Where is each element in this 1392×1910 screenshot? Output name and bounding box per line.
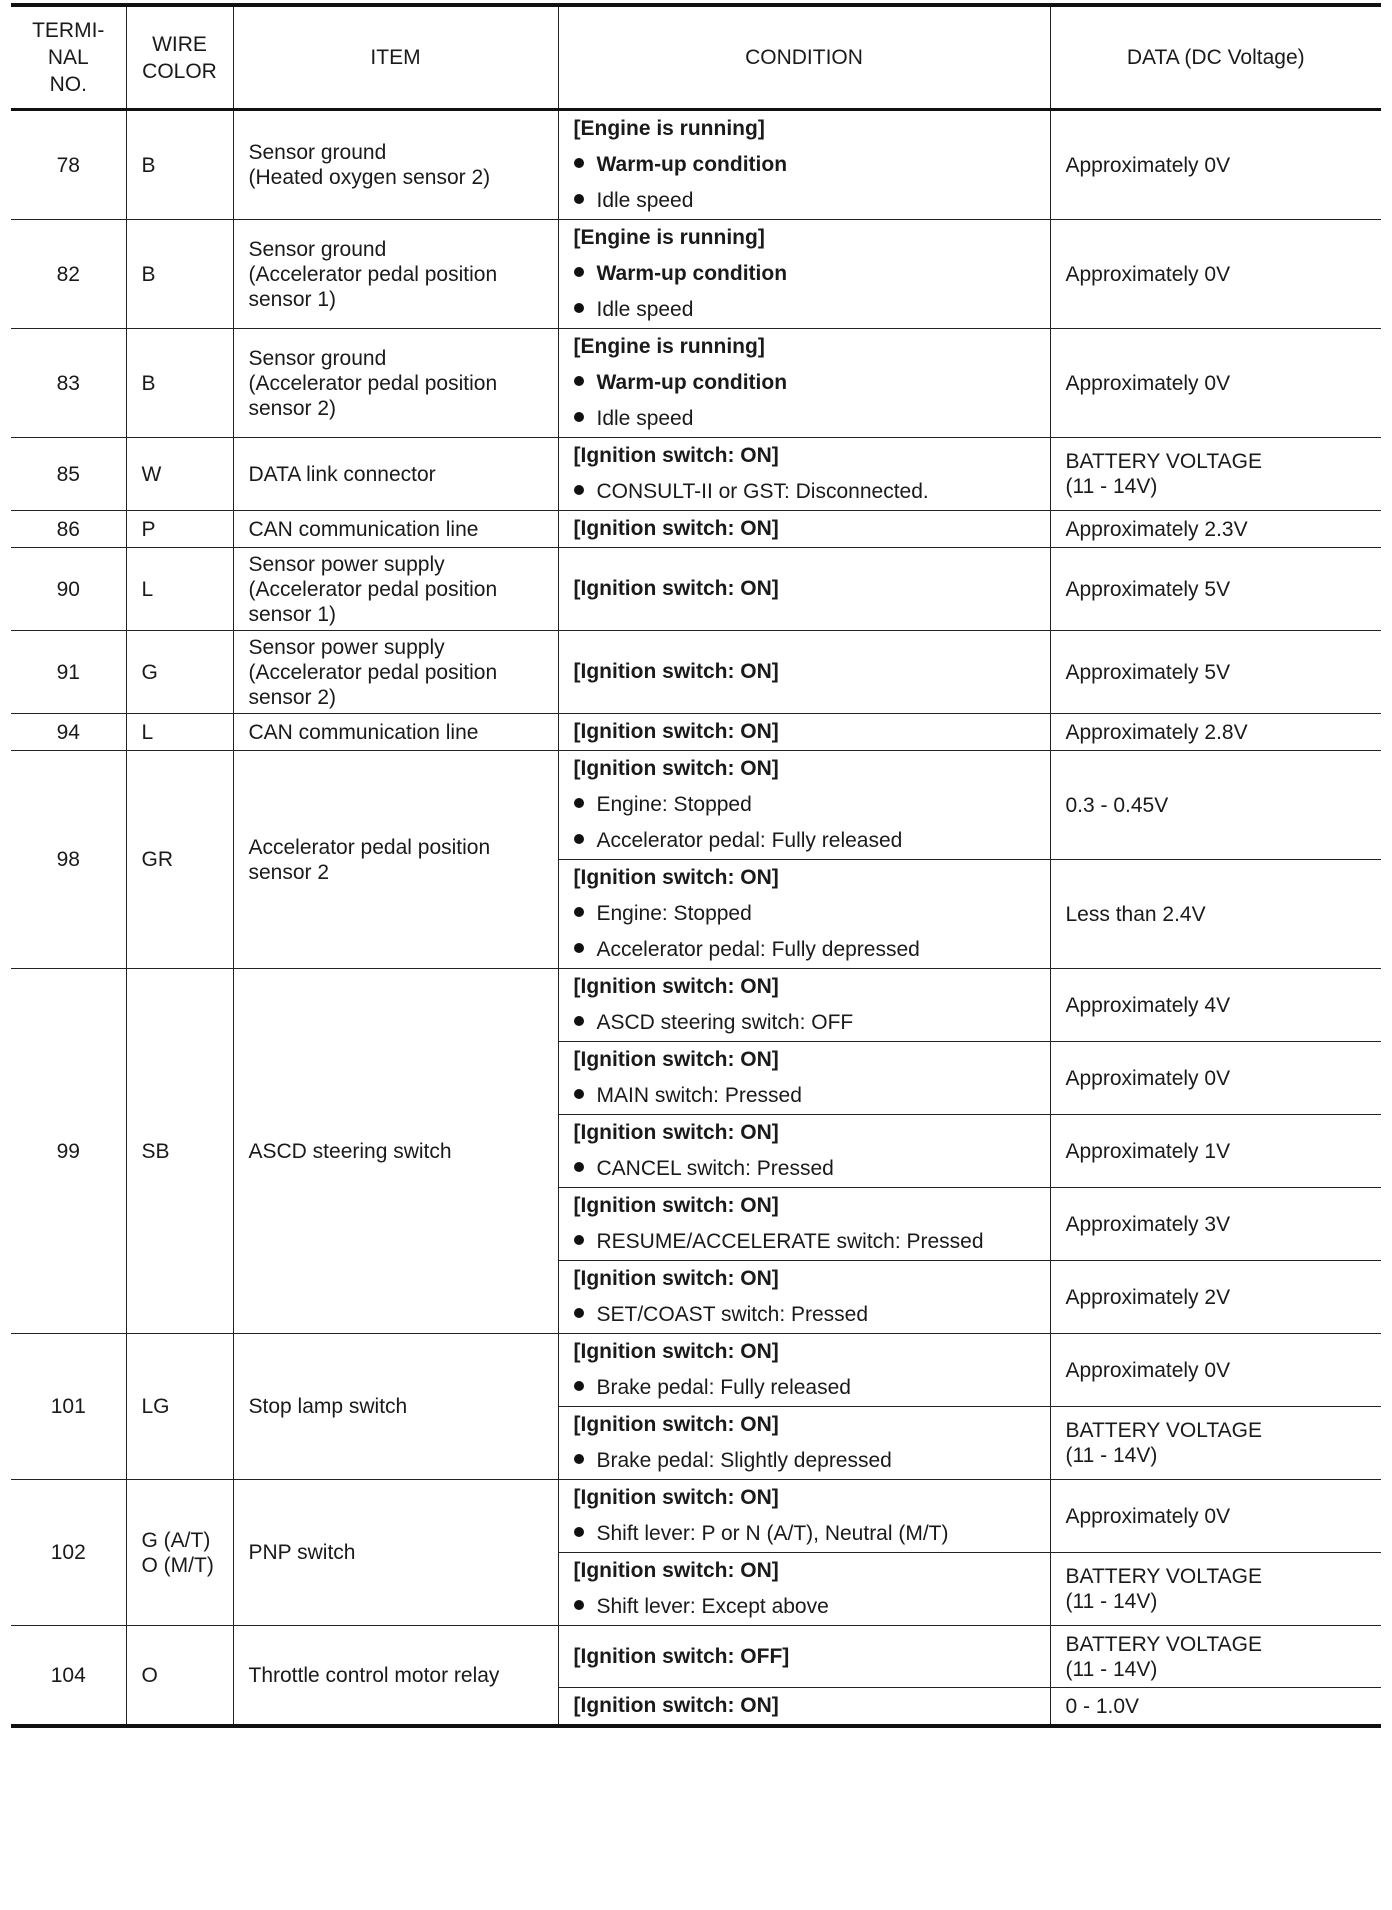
condition-bullet — [574, 1078, 1046, 1114]
condition-cell — [558, 1407, 1050, 1480]
wire-color-cell — [126, 1480, 233, 1626]
condition-title: [Ignition switch: ON] — [573, 866, 779, 889]
bullet-dot-icon — [574, 798, 584, 808]
condition-bullet — [574, 1516, 1046, 1552]
condition-title: [Ignition switch: ON] — [573, 1413, 779, 1436]
condition-cell — [558, 548, 1050, 631]
condition-bullet-text: Warm-up condition — [596, 153, 788, 176]
voltage-data-cell — [1050, 1042, 1381, 1115]
wire-color-cell — [126, 438, 233, 511]
voltage-data-text: Approximately 3V — [1065, 1212, 1231, 1236]
wire-color-text: GR — [141, 848, 173, 871]
item-cell — [233, 511, 558, 548]
bullet-dot-icon — [574, 303, 584, 313]
voltage-data-cell — [1050, 329, 1381, 438]
item-text-line: sensor 2) — [248, 396, 337, 420]
voltage-data-cell — [1050, 110, 1381, 220]
voltage-data-text: BATTERY VOLTAGE — [1065, 1565, 1262, 1588]
header-terminal-no — [11, 5, 126, 110]
bullet-dot-icon — [574, 1235, 584, 1245]
wire-color-cell — [126, 220, 233, 329]
condition-bullet — [574, 365, 1046, 401]
condition-bullet — [574, 1224, 1046, 1260]
voltage-data-cell — [1050, 438, 1381, 511]
table-body — [11, 110, 1381, 1727]
terminal-number-cell: 83 — [11, 329, 126, 438]
item-text-line: Accelerator pedal position — [248, 835, 491, 859]
item-cell — [233, 329, 558, 438]
condition-bullet-text: Brake pedal: Slightly depressed — [596, 1449, 892, 1472]
condition-title: [Engine is running] — [573, 226, 765, 249]
condition-title: [Ignition switch: ON] — [573, 1048, 779, 1071]
item-text-line: (Heated oxygen sensor 2) — [248, 166, 491, 189]
condition-bullet — [574, 401, 1046, 437]
wire-color-text: O — [141, 1663, 158, 1687]
table-row — [11, 631, 1381, 714]
condition-cell — [558, 969, 1050, 1042]
ecm-terminal-table — [11, 3, 1381, 1728]
header-row — [11, 5, 1381, 110]
bullet-dot-icon — [574, 267, 584, 277]
voltage-data-cell — [1050, 1334, 1381, 1407]
item-text-line: Sensor power supply — [248, 635, 445, 659]
condition-bullet — [574, 183, 1046, 219]
voltage-data-cell — [1050, 1553, 1381, 1626]
condition-title: [Ignition switch: ON] — [573, 975, 779, 998]
item-text-line: sensor 1) — [248, 602, 337, 626]
terminal-number-cell: 86 — [11, 511, 126, 548]
item-text-line: CAN communication line — [248, 517, 479, 541]
item-text-line: Stop lamp switch — [248, 1395, 408, 1418]
bullet-dot-icon — [574, 1162, 584, 1172]
condition-cell — [558, 329, 1050, 438]
wire-color-text: G (A/T) — [141, 1528, 211, 1552]
wire-color-cell — [126, 329, 233, 438]
item-cell — [233, 220, 558, 329]
table-row — [11, 1334, 1381, 1407]
condition-title: [Ignition switch: ON] — [573, 1340, 779, 1363]
header-wire-line: WIRE — [152, 32, 207, 56]
voltage-data-text: 0 - 1.0V — [1065, 1694, 1140, 1718]
condition-bullet-text: Engine: Stopped — [596, 793, 752, 816]
wire-color-cell — [126, 548, 233, 631]
item-cell — [233, 969, 558, 1334]
condition-title: [Ignition switch: ON] — [573, 517, 779, 540]
wire-color-cell — [126, 511, 233, 548]
voltage-data-text: (11 - 14V) — [1065, 1657, 1158, 1681]
condition-cell — [558, 220, 1050, 329]
condition-title: [Ignition switch: ON] — [573, 1486, 779, 1509]
condition-bullet-text: Idle speed — [596, 189, 694, 212]
condition-cell — [558, 1553, 1050, 1626]
voltage-data-text: Approximately 0V — [1065, 371, 1231, 395]
voltage-data-text: Approximately 0V — [1065, 1504, 1231, 1528]
condition-title: [Ignition switch: ON] — [573, 720, 779, 743]
table-row — [11, 511, 1381, 548]
condition-bullet — [574, 292, 1046, 328]
item-cell — [233, 548, 558, 631]
voltage-data-text: BATTERY VOLTAGE — [1065, 450, 1262, 473]
condition-bullet-text: RESUME/ACCELERATE switch: Pressed — [596, 1230, 984, 1253]
condition-bullet-text: Brake pedal: Fully released — [596, 1376, 851, 1399]
item-text-line: sensor 2 — [248, 860, 330, 884]
condition-bullet-text: Shift lever: Except above — [596, 1595, 829, 1618]
item-text-line: (Accelerator pedal position — [248, 577, 498, 601]
condition-bullet-text: CONSULT-II or GST: Disconnected. — [596, 480, 929, 503]
wire-color-cell — [126, 631, 233, 714]
item-text-line: (Accelerator pedal position — [248, 371, 498, 395]
condition-title: [Ignition switch: OFF] — [573, 1644, 790, 1668]
item-cell — [233, 110, 558, 220]
bullet-dot-icon — [574, 1016, 584, 1026]
wire-color-cell — [126, 714, 233, 751]
item-text-line: Sensor ground — [248, 141, 387, 164]
condition-bullet — [574, 1370, 1046, 1406]
condition-cell — [558, 1115, 1050, 1188]
condition-cell — [558, 631, 1050, 714]
bullet-dot-icon — [574, 485, 584, 495]
condition-title: [Ignition switch: ON] — [573, 1559, 779, 1582]
condition-bullet-text: ASCD steering switch: OFF — [596, 1011, 854, 1034]
condition-title: [Ignition switch: ON] — [573, 757, 779, 780]
voltage-data-cell — [1050, 631, 1381, 714]
item-cell — [233, 1334, 558, 1480]
terminal-number-cell: 102 — [11, 1480, 126, 1626]
condition-bullet-text: Shift lever: P or N (A/T), Neutral (M/T) — [596, 1522, 949, 1545]
voltage-data-cell — [1050, 1480, 1381, 1553]
voltage-data-cell — [1050, 1626, 1381, 1688]
voltage-data-cell — [1050, 1688, 1381, 1727]
terminal-number-cell: 85 — [11, 438, 126, 511]
terminal-number-cell: 94 — [11, 714, 126, 751]
bullet-dot-icon — [574, 194, 584, 204]
bullet-dot-icon — [574, 943, 584, 953]
terminal-number-cell: 78 — [11, 110, 126, 220]
condition-title: [Ignition switch: ON] — [573, 660, 779, 683]
voltage-data-cell — [1050, 548, 1381, 631]
bullet-dot-icon — [574, 1381, 584, 1391]
table-row — [11, 1626, 1381, 1688]
wire-color-text: O (M/T) — [141, 1553, 214, 1577]
condition-bullet — [574, 147, 1046, 183]
condition-cell — [558, 511, 1050, 548]
item-text-line: PNP switch — [248, 1541, 356, 1564]
voltage-data-cell — [1050, 511, 1381, 548]
terminal-number-cell: 101 — [11, 1334, 126, 1480]
bullet-dot-icon — [574, 412, 584, 422]
item-text-line: CAN communication line — [248, 720, 479, 744]
wire-color-text: G — [141, 660, 158, 684]
voltage-data-text: (11 - 14V) — [1065, 1590, 1158, 1613]
wire-color-text: P — [141, 517, 156, 541]
condition-bullet-text: Warm-up condition — [596, 262, 788, 285]
wire-color-cell — [126, 1626, 233, 1727]
condition-bullet-text: Accelerator pedal: Fully released — [596, 829, 903, 852]
terminal-number-cell: 104 — [11, 1626, 126, 1727]
item-cell — [233, 1626, 558, 1727]
condition-title: [Ignition switch: ON] — [573, 1194, 779, 1217]
condition-cell — [558, 438, 1050, 511]
condition-bullet — [574, 823, 1046, 859]
condition-bullet — [574, 1443, 1046, 1479]
header-terminal-line: TERMI- — [32, 19, 105, 42]
wire-color-text: W — [141, 462, 162, 486]
header-item: ITEM — [233, 5, 558, 110]
terminal-table-page — [11, 3, 1381, 1728]
bullet-dot-icon — [574, 1600, 584, 1610]
voltage-data-text: Approximately 5V — [1065, 660, 1231, 684]
voltage-data-text: Approximately 2.8V — [1065, 720, 1248, 744]
condition-bullet-text: Engine: Stopped — [596, 902, 752, 925]
wire-color-cell — [126, 751, 233, 969]
condition-title: [Ignition switch: ON] — [573, 444, 779, 467]
item-text-line: (Accelerator pedal position — [248, 660, 498, 684]
condition-bullet-text: Idle speed — [596, 407, 694, 430]
condition-bullet-text: Warm-up condition — [596, 371, 788, 394]
voltage-data-cell — [1050, 1115, 1381, 1188]
header-wire-line: COLOR — [142, 59, 217, 83]
item-text-line: sensor 1) — [248, 287, 337, 311]
condition-cell — [558, 860, 1050, 969]
wire-color-text: LG — [141, 1395, 170, 1418]
wire-color-text: B — [141, 371, 156, 395]
wire-color-text: B — [141, 153, 156, 177]
condition-bullet — [574, 932, 1046, 968]
wire-color-cell — [126, 1334, 233, 1480]
wire-color-text: B — [141, 262, 156, 286]
voltage-data-text: (11 - 14V) — [1065, 475, 1158, 498]
condition-bullet — [574, 474, 1046, 510]
voltage-data-text: Approximately 0V — [1065, 1066, 1231, 1090]
voltage-data-text: BATTERY VOLTAGE — [1065, 1419, 1262, 1442]
condition-cell — [558, 714, 1050, 751]
table-row — [11, 714, 1381, 751]
item-text-line: DATA link connector — [248, 462, 436, 486]
condition-bullet — [574, 1151, 1046, 1187]
condition-title: [Engine is running] — [573, 117, 765, 140]
item-text-line: ASCD steering switch — [248, 1139, 452, 1163]
item-text-line: (Accelerator pedal position — [248, 262, 498, 286]
voltage-data-text: Approximately 1V — [1065, 1139, 1231, 1163]
voltage-data-text: Approximately 0V — [1065, 262, 1231, 286]
bullet-dot-icon — [574, 907, 584, 917]
table-row — [11, 438, 1381, 511]
item-cell — [233, 631, 558, 714]
item-text-line: Sensor ground — [248, 346, 387, 370]
condition-title: [Ignition switch: ON] — [573, 577, 779, 600]
condition-bullet — [574, 1005, 1046, 1041]
wire-color-text: L — [141, 720, 154, 744]
voltage-data-cell — [1050, 1261, 1381, 1334]
header-condition: CONDITION — [558, 5, 1050, 110]
condition-cell — [558, 1688, 1050, 1727]
table-row — [11, 110, 1381, 220]
condition-cell — [558, 751, 1050, 860]
table-row — [11, 1480, 1381, 1553]
condition-bullet — [574, 787, 1046, 823]
voltage-data-text: Approximately 5V — [1065, 577, 1231, 601]
condition-cell — [558, 1261, 1050, 1334]
condition-title: [Ignition switch: ON] — [573, 1121, 779, 1144]
terminal-number-cell: 99 — [11, 969, 126, 1334]
condition-cell — [558, 110, 1050, 220]
header-data: DATA (DC Voltage) — [1050, 5, 1381, 110]
voltage-data-text: Approximately 2.3V — [1065, 517, 1248, 541]
condition-bullet-text: MAIN switch: Pressed — [596, 1084, 802, 1107]
condition-title: [Ignition switch: ON] — [573, 1267, 779, 1290]
item-text-line: Sensor power supply — [248, 552, 445, 576]
condition-bullet — [574, 1589, 1046, 1625]
condition-bullet — [574, 256, 1046, 292]
condition-bullet-text: Accelerator pedal: Fully depressed — [596, 938, 920, 961]
item-cell — [233, 751, 558, 969]
condition-bullet — [574, 896, 1046, 932]
condition-cell — [558, 1188, 1050, 1261]
item-text-line: sensor 2) — [248, 685, 337, 709]
terminal-number-cell: 90 — [11, 548, 126, 631]
voltage-data-text: Approximately 0V — [1065, 1358, 1231, 1382]
header-terminal-line: NAL — [47, 46, 89, 69]
voltage-data-text: BATTERY VOLTAGE — [1065, 1632, 1262, 1656]
item-cell — [233, 438, 558, 511]
wire-color-text: L — [141, 577, 154, 601]
voltage-data-cell — [1050, 751, 1381, 860]
bullet-dot-icon — [574, 376, 584, 386]
condition-cell — [558, 1626, 1050, 1688]
terminal-number-cell: 98 — [11, 751, 126, 969]
voltage-data-cell — [1050, 969, 1381, 1042]
bullet-dot-icon — [574, 158, 584, 168]
voltage-data-text: (11 - 14V) — [1065, 1444, 1158, 1467]
condition-bullet — [574, 1297, 1046, 1333]
voltage-data-text: Approximately 4V — [1065, 993, 1231, 1017]
table-row — [11, 969, 1381, 1042]
condition-title: [Ignition switch: ON] — [573, 1694, 779, 1717]
condition-cell — [558, 1042, 1050, 1115]
voltage-data-cell — [1050, 1188, 1381, 1261]
condition-bullet-text: CANCEL switch: Pressed — [596, 1157, 834, 1180]
terminal-number-cell: 82 — [11, 220, 126, 329]
condition-bullet-text: Idle speed — [596, 298, 694, 321]
condition-title: [Engine is running] — [573, 335, 765, 358]
item-cell — [233, 1480, 558, 1626]
bullet-dot-icon — [574, 834, 584, 844]
voltage-data-cell — [1050, 714, 1381, 751]
wire-color-text: SB — [141, 1139, 170, 1163]
bullet-dot-icon — [574, 1089, 584, 1099]
condition-cell — [558, 1334, 1050, 1407]
header-terminal-line: NO. — [49, 73, 87, 96]
header-wire-color — [126, 5, 233, 110]
voltage-data-text: 0.3 - 0.45V — [1065, 793, 1169, 817]
voltage-data-cell — [1050, 860, 1381, 969]
item-text-line: Throttle control motor relay — [248, 1663, 500, 1687]
bullet-dot-icon — [574, 1308, 584, 1318]
table-row — [11, 548, 1381, 631]
terminal-number-cell: 91 — [11, 631, 126, 714]
voltage-data-text: Approximately 0V — [1065, 153, 1231, 177]
voltage-data-cell — [1050, 220, 1381, 329]
condition-bullet-text: SET/COAST switch: Pressed — [596, 1303, 869, 1326]
voltage-data-text: Less than 2.4V — [1065, 902, 1206, 926]
condition-cell — [558, 1480, 1050, 1553]
bullet-dot-icon — [574, 1454, 584, 1464]
item-cell — [233, 714, 558, 751]
table-row — [11, 220, 1381, 329]
bullet-dot-icon — [574, 1527, 584, 1537]
table-row — [11, 751, 1381, 860]
voltage-data-text: Approximately 2V — [1065, 1285, 1231, 1309]
wire-color-cell — [126, 110, 233, 220]
item-text-line: Sensor ground — [248, 237, 387, 261]
wire-color-cell — [126, 969, 233, 1334]
voltage-data-cell — [1050, 1407, 1381, 1480]
table-row — [11, 329, 1381, 438]
